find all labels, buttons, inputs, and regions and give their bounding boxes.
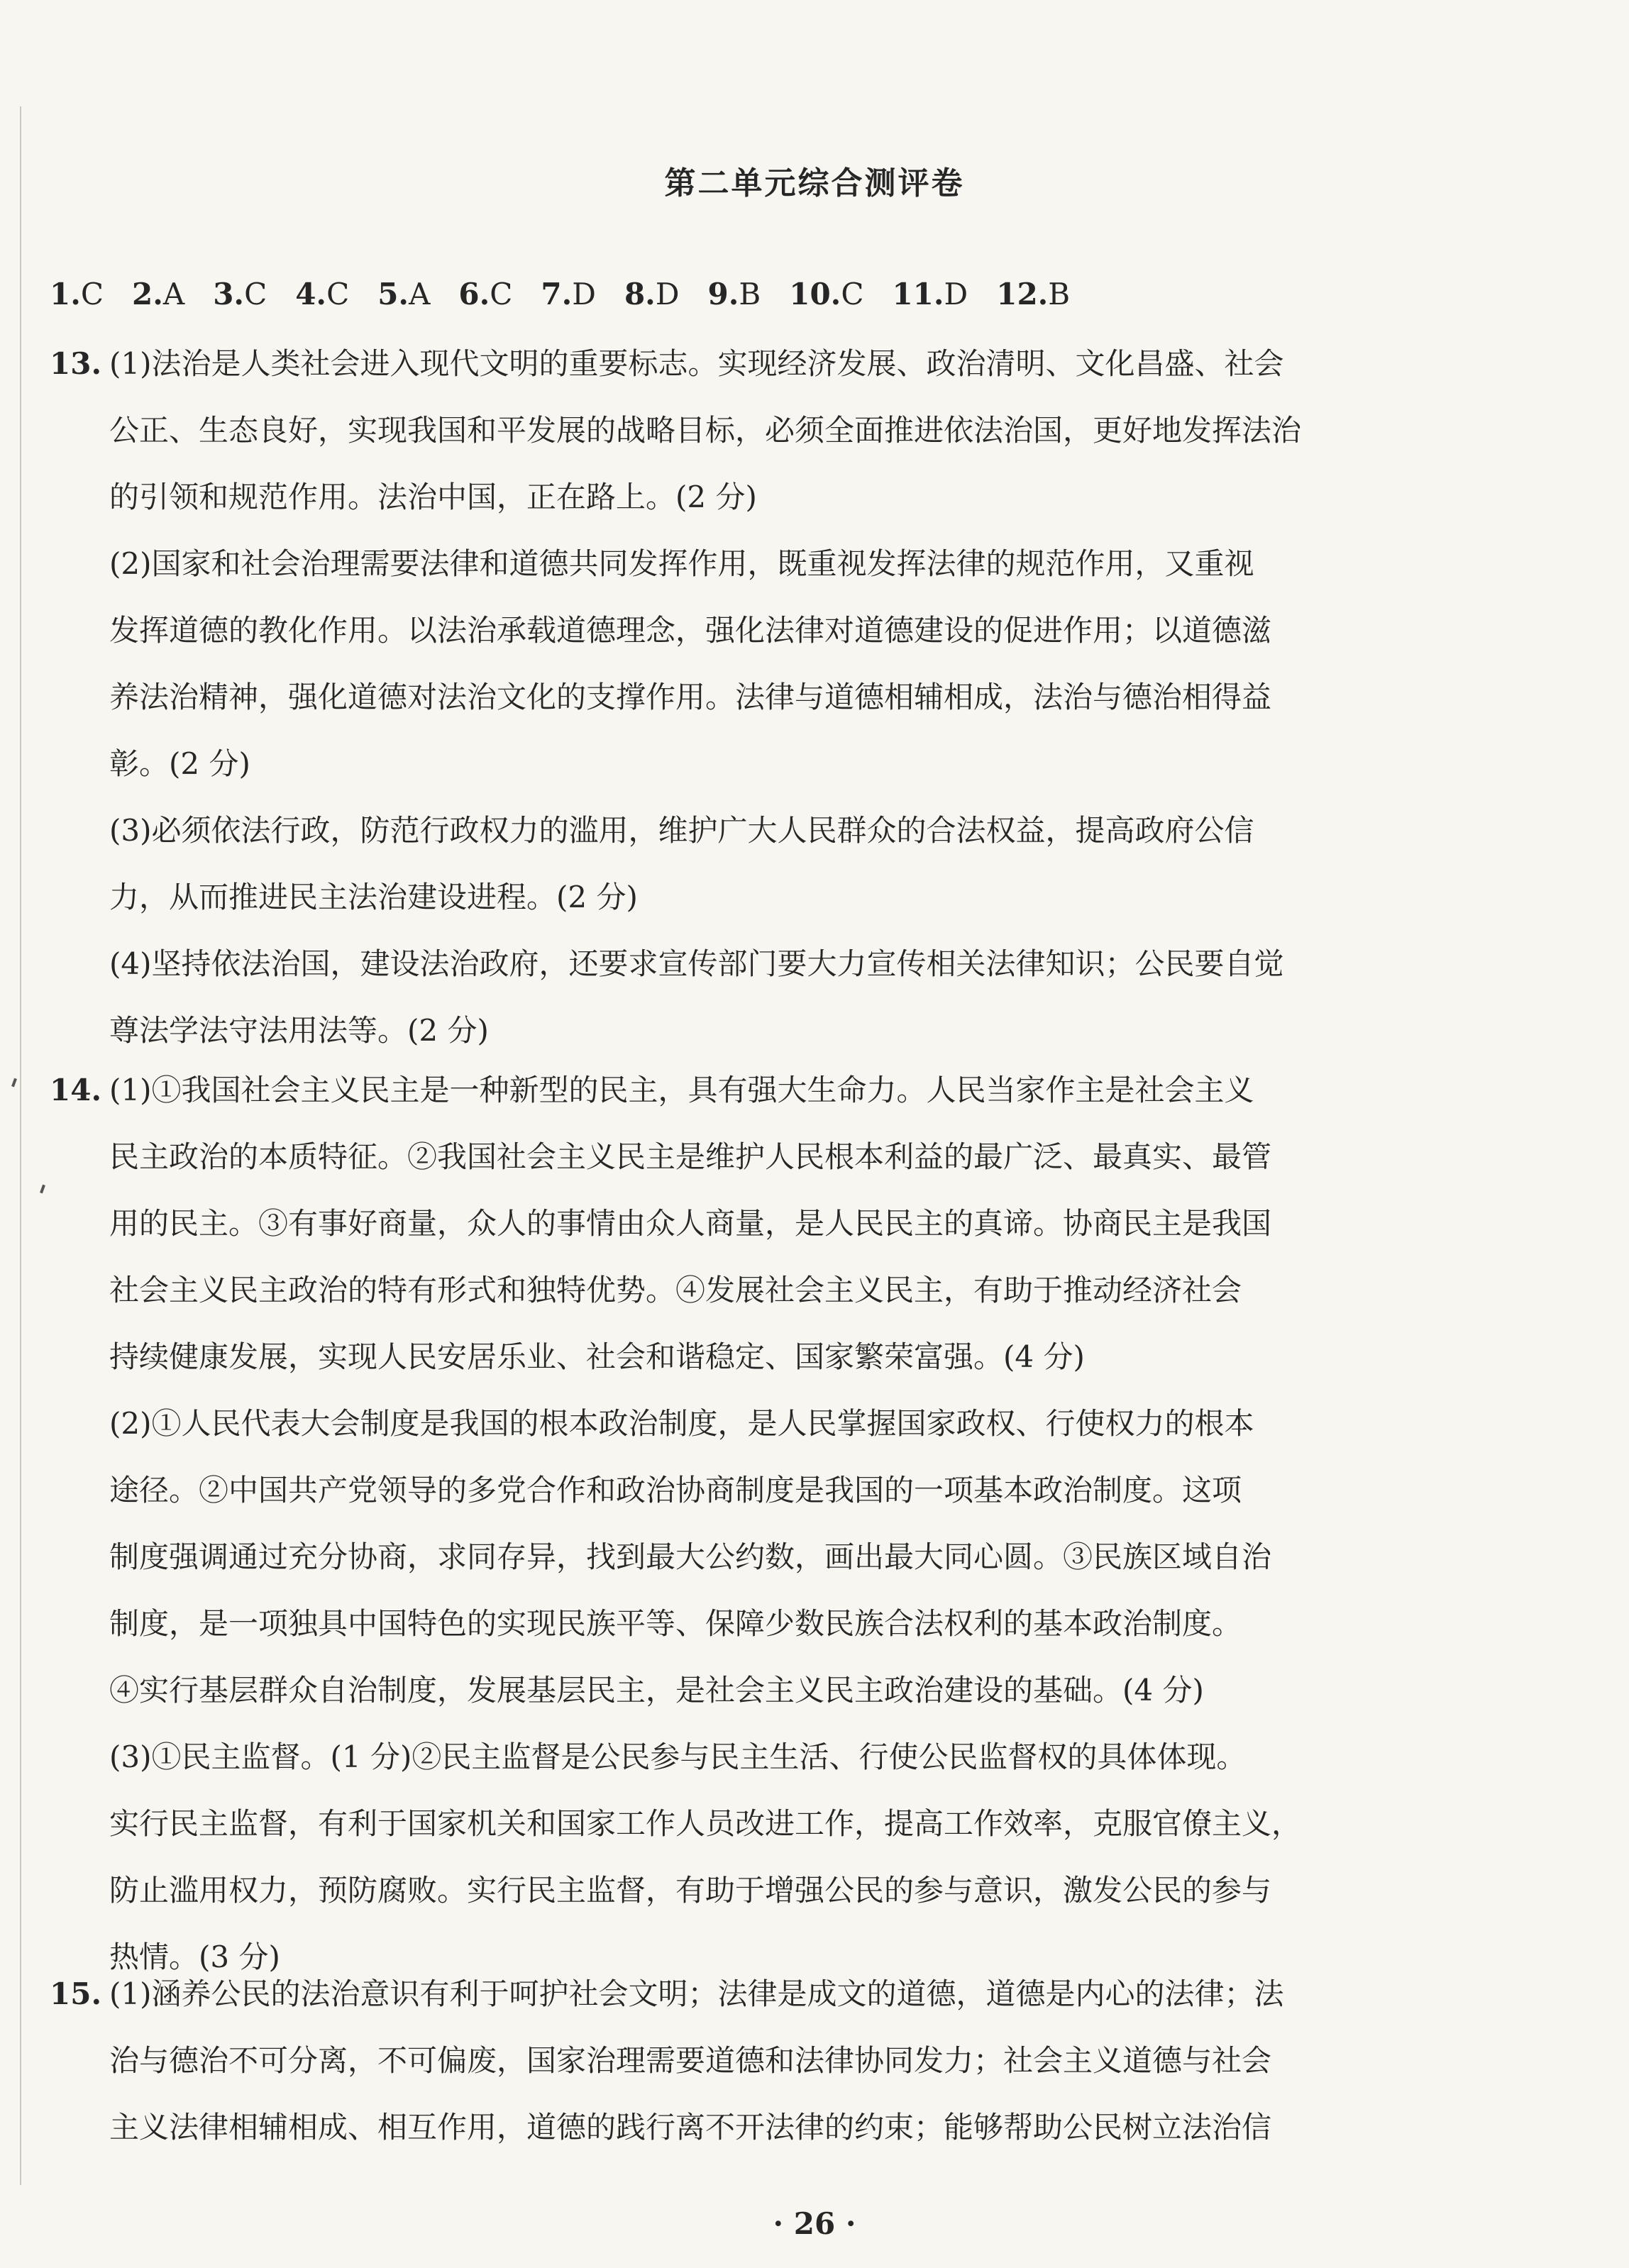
answer-text: 发挥道德的教化作用。以法治承载道德理念，强化法律对道德建设的促进作用；以道德滋 [109, 613, 1272, 648]
answer-number: 7. [541, 277, 573, 311]
answer-text: 尊法学法守法用法等。(2 分) [109, 1013, 489, 1048]
answer-line [50, 1324, 1568, 1390]
answer-line [50, 2094, 1568, 2161]
answer-choice: D [655, 277, 680, 311]
answer-text: 社会主义民主政治的特有形式和独特优势。④发展社会主义民主，有助于推动经济社会 [109, 1273, 1242, 1307]
answer-number: 1. [50, 277, 81, 311]
answer-number: 2. [132, 277, 163, 311]
question-15 [50, 1961, 1568, 2161]
answer-text: (2)国家和社会治理需要法律和道德共同发挥作用，既重视发挥法律的规范作用，又重视 [109, 546, 1254, 581]
answer-line [50, 1857, 1568, 1924]
answer-item [50, 277, 104, 311]
answer-text: 持续健康发展，实现人民安居乐业、社会和谐稳定、国家繁荣富强。(4 分) [109, 1339, 1085, 1374]
answer-text: (3)①民主监督。(1 分)②民主监督是公民参与民主生活、行使公民监督权的具体体现。 [109, 1739, 1247, 1774]
question-13 [50, 331, 1568, 1064]
answer-text: (2)①人民代表大会制度是我国的根本政治制度，是人民掌握国家政权、行使权力的根本 [109, 1406, 1254, 1441]
answer-text: 力，从而推进民主法治建设进程。(2 分) [109, 880, 638, 914]
answer-item [892, 277, 968, 311]
question-14 [50, 1057, 1568, 1991]
binding-margin-line [20, 106, 21, 2185]
question-number: 15. [50, 1976, 102, 2011]
answer-line [50, 531, 1568, 597]
answer-line [50, 1257, 1568, 1324]
answer-item [132, 277, 184, 311]
page-title: 第二单元综合测评卷 [664, 165, 965, 201]
answer-item [213, 277, 267, 311]
answer-line [50, 397, 1568, 464]
answer-line [50, 1724, 1568, 1791]
answer-number: 12. [996, 277, 1049, 311]
answer-line [50, 1390, 1568, 1457]
answer-choice: B [1048, 277, 1071, 311]
answer-number: 4. [295, 277, 327, 311]
answer-line [50, 1961, 1568, 2028]
answer-text: (1)①我国社会主义民主是一种新型的民主，具有强大生命力。人民当家作主是社会主义 [109, 1073, 1254, 1107]
answer-line [50, 331, 1568, 397]
answer-number: 9. [707, 277, 739, 311]
answer-text: 热情。(3 分) [109, 1940, 280, 1974]
answer-choice: C [490, 277, 513, 311]
answer-item [458, 277, 512, 311]
answer-line [50, 1190, 1568, 1257]
answer-item [789, 277, 863, 311]
scan-mark [11, 1078, 17, 1088]
answer-line [50, 1591, 1568, 1657]
answer-number: 8. [624, 277, 656, 311]
answer-line [50, 1524, 1568, 1591]
answer-line [50, 464, 1568, 531]
answer-item [708, 277, 761, 311]
answer-line [50, 997, 1568, 1064]
answer-line [50, 797, 1568, 864]
answer-text: 防止滥用权力，预防腐败。实行民主监督，有助于增强公民的参与意识，激发公民的参与 [109, 1873, 1272, 1908]
answer-text: ④实行基层群众自治制度，发展基层民主，是社会主义民主政治建设的基础。(4 分) [109, 1673, 1204, 1708]
question-number: 14. [50, 1073, 102, 1107]
answer-text: 民主政治的本质特征。②我国社会主义民主是维护人民根本利益的最广泛、最真实、最管 [109, 1139, 1272, 1174]
answer-number: 10. [789, 277, 841, 311]
answer-line [50, 864, 1568, 931]
answer-choice: B [739, 277, 761, 311]
answer-text: 制度强调通过充分协商，求同存异，找到最大公约数，画出最大同心圆。③民族区域自治 [109, 1539, 1272, 1574]
answer-number: 3. [213, 277, 245, 311]
answer-item [541, 277, 596, 311]
answer-line [50, 2028, 1568, 2094]
answer-number: 11. [892, 277, 944, 311]
answer-key-row [50, 277, 1098, 311]
answer-item [295, 277, 349, 311]
question-number: 13. [50, 346, 102, 381]
scan-mark [40, 1185, 45, 1194]
answer-text: 的引领和规范作用。法治中国，正在路上。(2 分) [109, 480, 757, 514]
answer-item [624, 277, 680, 311]
answer-choice: C [326, 277, 350, 311]
answer-choice: C [841, 277, 864, 311]
answer-text: 制度，是一项独具中国特色的实现民族平等、保障少数民族合法权利的基本政治制度。 [109, 1606, 1242, 1641]
answer-line [50, 664, 1568, 731]
answer-line [50, 1657, 1568, 1724]
answer-line [50, 1791, 1568, 1857]
answer-line [50, 1124, 1568, 1190]
answer-choice: A [409, 277, 431, 311]
answer-text: 治与德治不可分离，不可偏废，国家治理需要道德和法律协同发力；社会主义道德与社会 [109, 2043, 1272, 2078]
answer-text: (3)必须依法行政，防范行政权力的滥用，维护广大人民群众的合法权益，提高政府公信 [109, 813, 1254, 848]
answer-text: 主义法律相辅相成、相互作用，道德的践行离不开法律的约束；能够帮助公民树立法治信 [109, 2110, 1272, 2145]
answer-text: 养法治精神，强化道德对法治文化的支撑作用。法律与道德相辅相成，法治与德治相得益 [109, 680, 1272, 714]
answer-choice: D [944, 277, 968, 311]
answer-text: 彰。(2 分) [109, 746, 250, 781]
answer-text: 实行民主监督，有利于国家机关和国家工作人员改进工作，提高工作效率，克服官僚主义， [109, 1806, 1302, 1841]
answer-number: 5. [377, 277, 409, 311]
answer-choice: C [80, 277, 104, 311]
answer-text: 公正、生态良好，实现我国和平发展的战略目标，必须全面推进依法治国，更好地发挥法治 [109, 413, 1302, 448]
answer-line [50, 1457, 1568, 1524]
answer-choice: A [162, 277, 185, 311]
answer-item [996, 277, 1070, 311]
answer-choice: C [244, 277, 267, 311]
answer-line [50, 1057, 1568, 1124]
page-number: · 26 · [773, 2206, 856, 2241]
answer-line [50, 731, 1568, 797]
answer-line [50, 931, 1568, 997]
answer-text: (4)坚持依法治国，建设法治政府，还要求宣传部门要大力宣传相关法律知识；公民要自觉 [109, 946, 1284, 981]
answer-choice: D [572, 277, 596, 311]
answer-text: 用的民主。③有事好商量，众人的事情由众人商量，是人民民主的真谛。协商民主是我国 [109, 1206, 1272, 1241]
answer-text: 途径。②中国共产党领导的多党合作和政治协商制度是我国的一项基本政治制度。这项 [109, 1473, 1242, 1508]
answer-number: 6. [458, 277, 490, 311]
answer-text: (1)涵养公民的法治意识有利于呵护社会文明；法律是成文的道德，道德是内心的法律；法 [109, 1976, 1284, 2011]
answer-text: (1)法治是人类社会进入现代文明的重要标志。实现经济发展、政治清明、文化昌盛、社会 [109, 346, 1284, 381]
answer-line [50, 597, 1568, 664]
answer-item [377, 277, 430, 311]
